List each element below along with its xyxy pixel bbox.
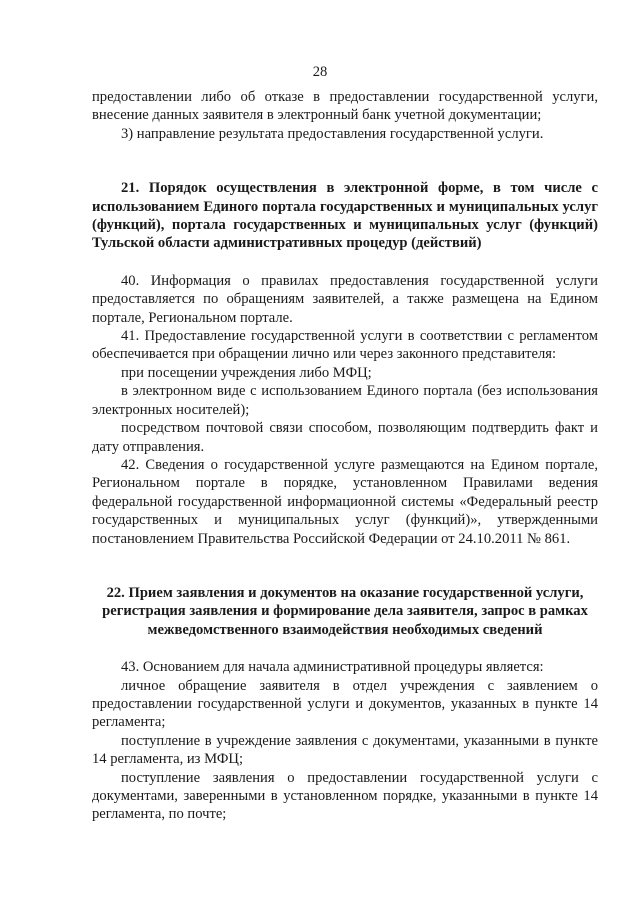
paragraph-41-c: посредством почтовой связи способом, позволяющим подтвердить факт и дату отправления. — [92, 420, 598, 455]
section-heading-22: 22. Прием заявления и документов на оказание государственной услуги, регистрация заявления и формирование дела заявителя, запрос в рамках межведомственного взаимодействия необходимых сведений — [102, 584, 588, 638]
paragraph-41-b: в электронном виде с использованием Единого портала (без использования электронных носителей); — [92, 383, 598, 418]
document-body — [92, 88, 598, 824]
paragraph-43-c: поступление заявления о предоставлении государственной услуги с документами, заверенными в установленном порядке, указанными в пункте 14 регламента, по почте; — [92, 769, 598, 823]
paragraph-item-3: 3) направление результата предоставления государственной услуги. — [121, 125, 544, 142]
paragraph-41-a: при посещении учреждения либо МФЦ; — [121, 364, 372, 381]
page-number: 28 — [312, 64, 328, 80]
section-heading-21: 21. Порядок осуществления в электронной форме, в том числе с использованием Единого портала государственных и муниципальных услуг (функций), портала государственных и муниципальных услуг (функций) Тульской области административных процедур (действий) — [92, 180, 598, 252]
paragraph-41: 41. Предоставление государственной услуги в соответствии с регламентом обеспечивается при обращении лично или через законного представителя: — [92, 328, 598, 363]
paragraph-42: 42. Сведения о государственной услуге размещаются на Едином портале, Региональном портале в порядке, установленном Правилами ведения федеральной государственной информационной системы «Федеральный реестр государственных и муниципальных услуг (функций)», утвержденными постановлением Правительства Российской Федерации от 24.10.2011 № 861. — [92, 456, 598, 547]
paragraph-43-b: поступление в учреждение заявления с документами, указанными в пункте 14 регламента, из МФЦ; — [92, 732, 598, 768]
paragraph-43-a: личное обращение заявителя в отдел учреждения с заявлением о предоставлении государственной услуги и документов, указанных в пункте 14 регламента; — [92, 677, 598, 731]
paragraph-43: 43. Основанием для начала административной процедуры является: — [121, 659, 544, 676]
paragraph-intro: предоставлении либо об отказе в предоставлении государственной услуги, внесение данных заявителя в электронный банк учетной документации; — [92, 89, 598, 124]
paragraph-40: 40. Информация о правилах предоставления государственной услуги предоставляется по обращениям заявителей, а также размещена на Едином портале, Региональном портале. — [92, 272, 598, 326]
